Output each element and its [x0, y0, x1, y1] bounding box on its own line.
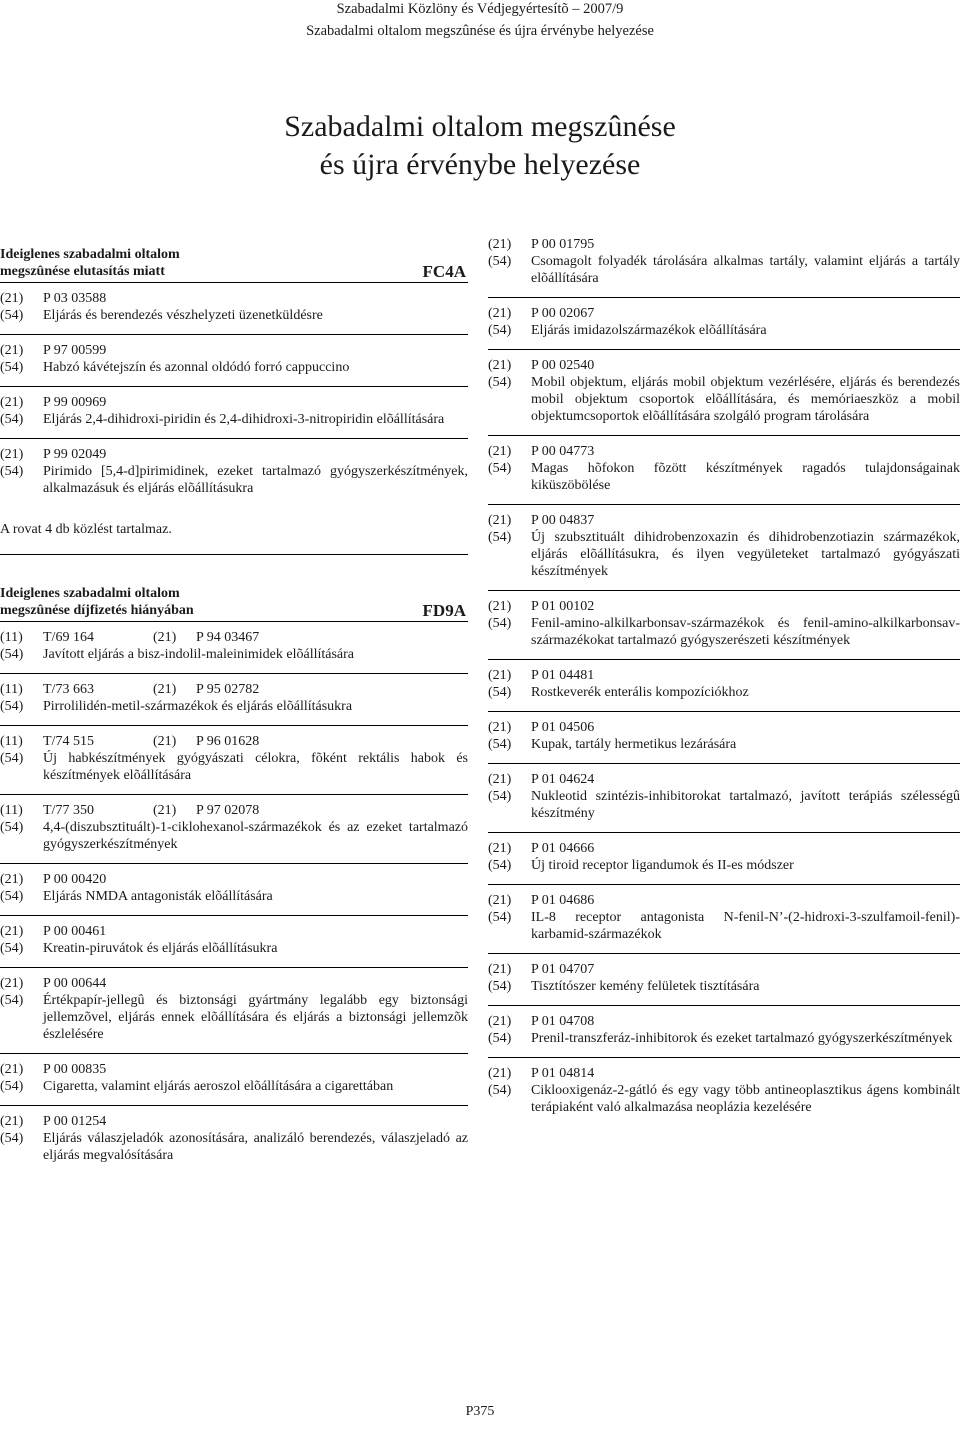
section-heading-fc4a	[0, 236, 468, 280]
field-label-21: (21)	[0, 976, 24, 991]
field-label-21: (21)	[0, 343, 24, 358]
field-label-54: (54)	[488, 323, 512, 338]
section-heading-line-2: megszûnése díjfizetés hiányában	[0, 603, 194, 618]
patent-number: T/73 663	[43, 682, 94, 697]
field-label-54: (54)	[488, 685, 512, 700]
field-label-54: (54)	[0, 993, 24, 1008]
field-label-54: (54)	[488, 858, 512, 873]
patent-title: Kreatin-piruvátok és eljárás elõállításukra	[43, 941, 278, 956]
patent-title: Nukleotid szintézis-inhibitorokat tartalmazó, javított terápiás szélességû készítmény	[531, 789, 960, 821]
field-label-54: (54)	[488, 1031, 512, 1046]
patent-title: Kupak, tartály hermetikus lezárására	[531, 737, 737, 752]
application-number: P 03 03588	[43, 291, 107, 306]
patent-title: Fenil-amino-alkilkarbonsav-származékok és fenil-amino-alkilkarbonsav-származékokat tartalmazó gyógyszerészeti készítmények	[531, 616, 960, 648]
application-number: P 95 02782	[196, 682, 260, 697]
patent-title: IL-8 receptor antagonista N-fenil-N’-(2-hidroxi-3-szulfamoil-fenil)-karbamid-származékok	[531, 910, 960, 942]
application-number: P 97 02078	[196, 803, 260, 818]
field-label-21: (21)	[488, 668, 512, 683]
field-label-54: (54)	[488, 530, 512, 545]
field-label-21: (21)	[488, 444, 512, 459]
patent-entry	[488, 298, 960, 350]
patent-entry	[488, 436, 960, 505]
patent-title: Csomagolt folyadék tárolására alkalmas tartály, valamint eljárás a tartály elõállítására	[531, 254, 960, 286]
field-label-54: (54)	[488, 375, 512, 390]
patent-entry	[0, 864, 468, 916]
patent-entry	[488, 236, 960, 298]
field-label-11: (11)	[0, 734, 23, 749]
patent-entry	[0, 622, 468, 674]
application-number: P 99 02049	[43, 447, 107, 462]
patent-title: Habzó kávétejszín és azonnal oldódó forró cappuccino	[43, 360, 350, 375]
field-label-21: (21)	[0, 447, 24, 462]
field-label-11: (11)	[0, 682, 23, 697]
application-number: P 00 01254	[43, 1114, 107, 1129]
application-number: P 97 00599	[43, 343, 107, 358]
patent-entry	[488, 833, 960, 885]
patent-entry	[488, 660, 960, 712]
left-column	[0, 236, 468, 1174]
patent-title: Eljárás imidazolszármazékok elõállítására	[531, 323, 767, 338]
application-number: P 00 02067	[531, 306, 595, 321]
patent-title: Eljárás és berendezés vészhelyzeti üzenetküldésre	[43, 308, 323, 323]
field-label-54: (54)	[488, 910, 512, 925]
patent-title: Eljárás válaszjeladók azonosítására, analizáló berendezés, válaszjeladó az eljárás megvalósítására	[43, 1131, 468, 1163]
field-label-54: (54)	[0, 941, 24, 956]
application-number: P 01 04708	[531, 1014, 595, 1029]
application-number: P 01 04481	[531, 668, 595, 683]
application-number: P 96 01628	[196, 734, 260, 749]
patent-title: Új szubsztituált dihidrobenzoxazin és dihidrobenzotiazin származékok, eljárás elõállításukra, és ilyen vegyületeket tartalmazó gyógyászati készítmények	[531, 530, 960, 579]
page-title	[0, 108, 960, 184]
running-header-line-2: Szabadalmi oltalom megszûnése és újra érvénybe helyezése	[306, 23, 654, 39]
field-label-21: (21)	[0, 872, 24, 887]
patent-title: Prenil-transzferáz-inhibitorok és ezeket tartalmazó gyógyszerkészítmények	[531, 1031, 953, 1046]
field-label-11: (11)	[0, 803, 23, 818]
patent-title: Mobil objektum, eljárás mobil objektum vezérlésére, eljárás és berendezés mobil objektum csoportok elõállítására, és memóriaeszköz a mobil objektumcsoportok elõállítására szolgáló program tárolására	[531, 375, 960, 424]
running-header-line-1: Szabadalmi Közlöny és Védjegyértesítõ – 2007/9	[336, 1, 624, 17]
patent-title: Eljárás NMDA antagonisták elõállítására	[43, 889, 273, 904]
section-heading-fd9a	[0, 585, 468, 619]
section-heading-line-1: Ideiglenes szabadalmi oltalom	[0, 247, 180, 262]
patent-title: Értékpapír-jellegû és biztonsági gyártmány legalább egy biztonsági jellemzõvel, eljárás ennek elõállítására és eljárás a biztonsági jellemzõk észlelésére	[43, 993, 468, 1042]
field-label-54: (54)	[488, 979, 512, 994]
field-label-21: (21)	[0, 924, 24, 939]
field-label-21: (21)	[488, 841, 512, 856]
field-label-54: (54)	[0, 820, 24, 835]
page-title-line-2: és újra érvénybe helyezése	[319, 148, 641, 181]
section-heading-line-1: Ideiglenes szabadalmi oltalom	[0, 586, 180, 601]
patent-entry	[0, 335, 468, 387]
field-label-21: (21)	[488, 772, 512, 787]
patent-title: Ciklooxigenáz-2-gátló és egy vagy több antineoplasztikus ágens kombinált terápiaként való alkalmazása neoplázia kezelésére	[531, 1083, 960, 1115]
patent-entry	[0, 916, 468, 968]
right-column	[488, 236, 960, 1126]
patent-entry	[0, 387, 468, 439]
patent-entry	[0, 1106, 468, 1174]
application-number: P 01 00102	[531, 599, 595, 614]
field-label-21: (21)	[153, 682, 177, 697]
field-label-21: (21)	[488, 358, 512, 373]
patent-entry	[488, 1006, 960, 1058]
section-count-note: A rovat 4 db közlést tartalmaz.	[0, 507, 468, 555]
field-label-54: (54)	[488, 1083, 512, 1098]
patent-title: Tisztítószer kemény felületek tisztítására	[531, 979, 760, 994]
application-number: P 00 00420	[43, 872, 107, 887]
field-label-21: (21)	[0, 291, 24, 306]
patent-entry	[488, 591, 960, 660]
patent-title: Pirrolilidén-metil-származékok és eljárás elõállításukra	[43, 699, 353, 714]
patent-entry	[0, 968, 468, 1054]
section-code: FD9A	[422, 601, 466, 620]
field-label-54: (54)	[488, 254, 512, 269]
field-label-54: (54)	[488, 789, 512, 804]
field-label-21: (21)	[488, 599, 512, 614]
patent-entry	[0, 1054, 468, 1106]
application-number: P 00 00835	[43, 1062, 107, 1077]
field-label-54: (54)	[0, 647, 24, 662]
field-label-54: (54)	[0, 412, 24, 427]
field-label-54: (54)	[0, 308, 24, 323]
patent-title: Rostkeverék enterális kompozíciókhoz	[531, 685, 749, 700]
application-number: P 00 00461	[43, 924, 107, 939]
patent-entry	[0, 283, 468, 335]
patent-title: Eljárás 2,4-dihidroxi-piridin és 2,4-dihidroxi-3-nitropiridin elõállítására	[43, 412, 445, 427]
patent-entry	[488, 712, 960, 764]
field-label-11: (11)	[0, 630, 23, 645]
patent-title: Cigaretta, valamint eljárás aeroszol elõállítására a cigarettában	[43, 1079, 394, 1094]
field-label-21: (21)	[0, 395, 24, 410]
page-number: P375	[465, 1404, 495, 1419]
patent-title: Javított eljárás a bisz-indolil-maleinimidek elõállítására	[43, 647, 355, 662]
field-label-54: (54)	[0, 360, 24, 375]
application-number: P 94 03467	[196, 630, 260, 645]
patent-title: Új habkészítmények gyógyászati célokra, fõként rektális habok és készítmények elõállítására	[43, 751, 468, 783]
application-number: P 99 00969	[43, 395, 107, 410]
field-label-54: (54)	[488, 461, 512, 476]
field-label-54: (54)	[0, 751, 24, 766]
field-label-54: (54)	[0, 1131, 24, 1146]
section-heading-line-2: megszûnése elutasítás miatt	[0, 264, 165, 279]
patent-number: T/74 515	[43, 734, 94, 749]
patent-entry	[488, 505, 960, 591]
patent-number: T/77 350	[43, 803, 94, 818]
field-label-54: (54)	[0, 889, 24, 904]
patent-entry	[488, 954, 960, 1006]
application-number: P 00 04773	[531, 444, 595, 459]
application-number: P 00 00644	[43, 976, 107, 991]
patent-entry	[488, 350, 960, 436]
patent-entry	[0, 795, 468, 864]
field-label-21: (21)	[488, 720, 512, 735]
patent-number: T/69 164	[43, 630, 94, 645]
section-code: FC4A	[422, 262, 466, 281]
field-label-21: (21)	[488, 306, 512, 321]
field-label-54: (54)	[488, 616, 512, 631]
patent-title: Pirimido [5,4-d]pirimidinek, ezeket tartalmazó gyógyszerkészítmények, alkalmazásuk és eljárás elõállításukra	[43, 464, 468, 496]
field-label-21: (21)	[488, 513, 512, 528]
application-number: P 00 01795	[531, 237, 595, 252]
field-label-54: (54)	[0, 464, 24, 479]
field-label-21: (21)	[488, 893, 512, 908]
field-label-21: (21)	[488, 237, 512, 252]
application-number: P 01 04686	[531, 893, 595, 908]
patent-entry	[0, 726, 468, 795]
field-label-21: (21)	[153, 734, 177, 749]
field-label-21: (21)	[153, 803, 177, 818]
page-title-line-1: Szabadalmi oltalom megszûnése	[284, 110, 676, 143]
application-number: P 01 04506	[531, 720, 595, 735]
field-label-54: (54)	[0, 1079, 24, 1094]
application-number: P 00 02540	[531, 358, 595, 373]
application-number: P 01 04624	[531, 772, 595, 787]
field-label-21: (21)	[0, 1114, 24, 1129]
application-number: P 00 04837	[531, 513, 595, 528]
field-label-54: (54)	[488, 737, 512, 752]
application-number: P 01 04707	[531, 962, 595, 977]
patent-entry	[0, 439, 468, 507]
patent-entry	[488, 764, 960, 833]
field-label-21: (21)	[488, 1066, 512, 1081]
patent-entry	[488, 1058, 960, 1126]
application-number: P 01 04814	[531, 1066, 595, 1081]
field-label-21: (21)	[488, 1014, 512, 1029]
patent-entry	[488, 885, 960, 954]
patent-title: Új tiroid receptor ligandumok és II-es módszer	[531, 858, 794, 873]
field-label-21: (21)	[0, 1062, 24, 1077]
field-label-54: (54)	[0, 699, 24, 714]
patent-title: 4,4-(diszubsztituált)-1-ciklohexanol-származékok és az ezeket tartalmazó gyógyszerkészítmények	[43, 820, 468, 852]
patent-title: Magas hõfokon fõzött készítmények ragadós tulajdonságainak kiküszöbölése	[531, 461, 960, 493]
patent-entry	[0, 674, 468, 726]
application-number: P 01 04666	[531, 841, 595, 856]
field-label-21: (21)	[153, 630, 177, 645]
field-label-21: (21)	[488, 962, 512, 977]
